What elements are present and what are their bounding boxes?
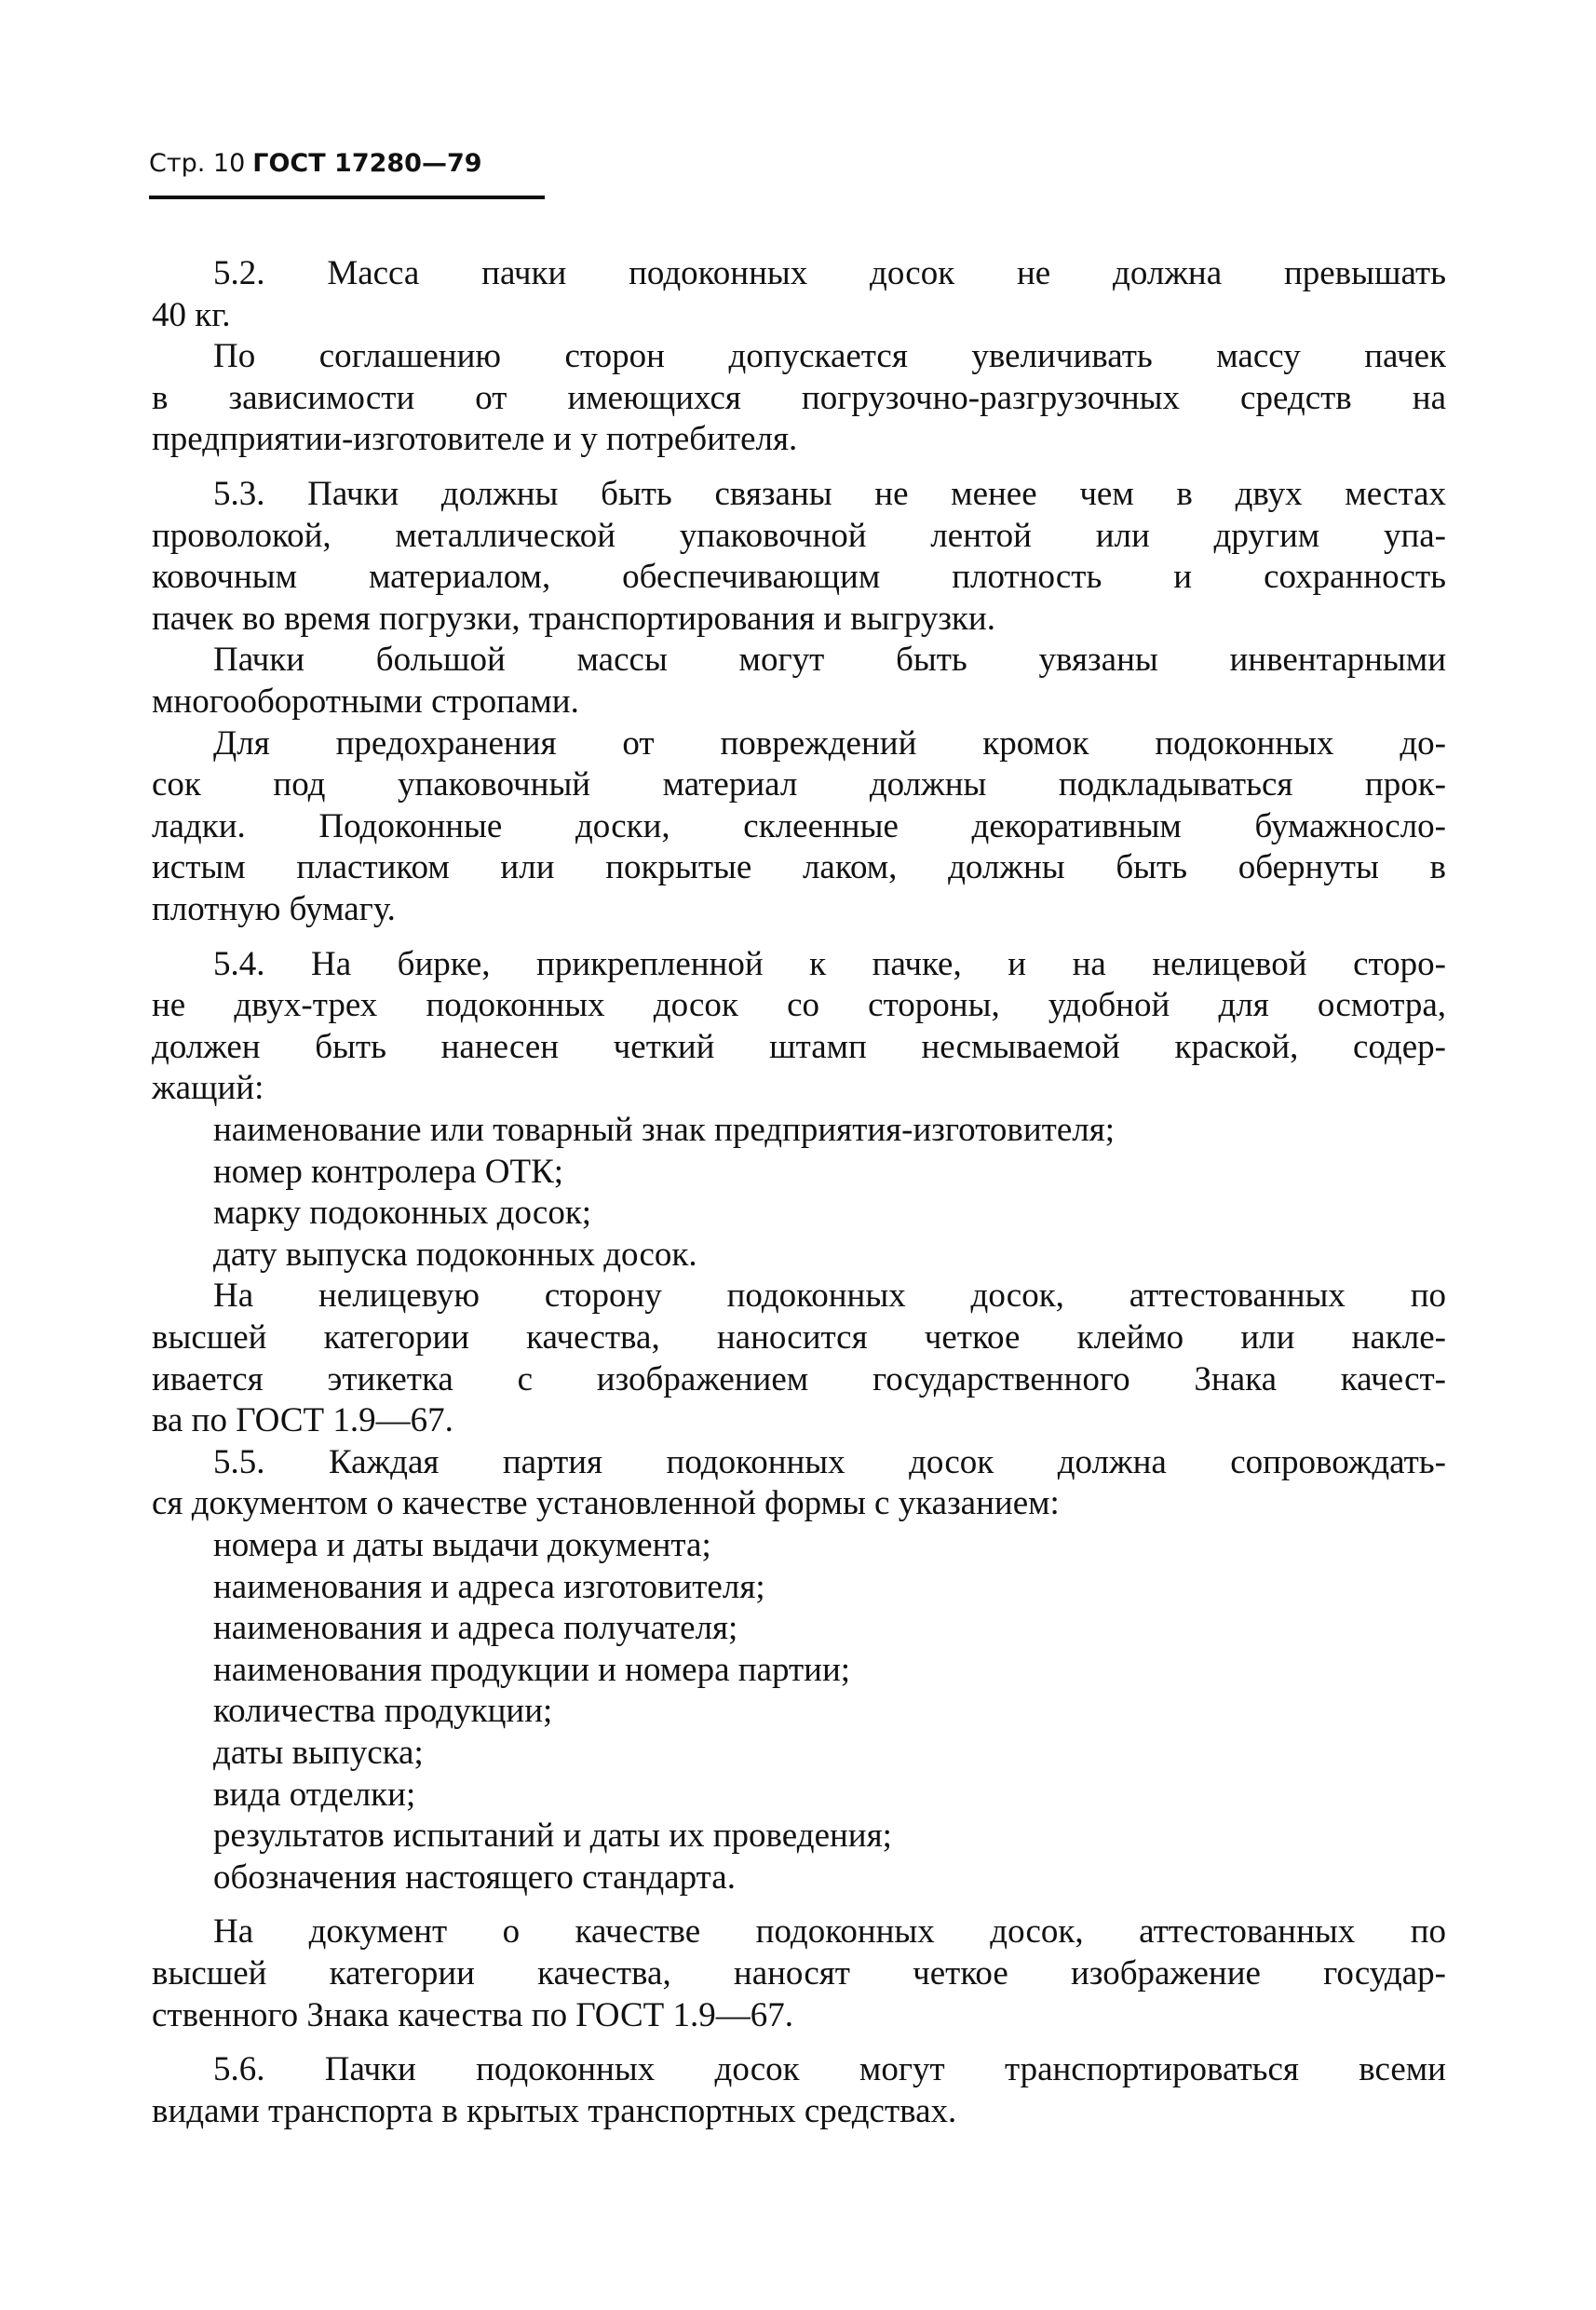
text-line: предприятии-изготовителе и у потребителя. xyxy=(152,420,798,458)
list-item: обозначения настоящего стандарта. xyxy=(213,1858,736,1897)
text-line: ся документом о качестве установленной формы с указанием: xyxy=(152,1484,1060,1522)
header-rule xyxy=(149,196,545,199)
standard-designation: ГОСТ 17280—79 xyxy=(252,149,482,178)
text-line: ственного Знака качества по ГОСТ 1.9—67. xyxy=(152,1996,793,2034)
list-item: номера и даты выдачи документа; xyxy=(213,1526,711,1564)
text-line: На документ о качестве подоконных досок, аттестованных по xyxy=(213,1912,1446,1951)
text-line: 5.4. На бирке, прикрепленной к пачке, и на нелицевой сторо- xyxy=(213,945,1446,983)
text-line: истым пластиком или покрытые лаком, должны быть обернуты в xyxy=(152,848,1446,886)
text-line: Для предохранения от повреждений кромок подоконных до- xyxy=(213,724,1446,763)
text-line: По соглашению сторон допускается увеличивать массу пачек xyxy=(213,337,1446,375)
text-line: сок под упаковочный материал должны подкладываться прок- xyxy=(152,765,1446,804)
text-line: ва по ГОСТ 1.9—67. xyxy=(152,1401,453,1439)
text-line: 5.5. Каждая партия подоконных досок должна сопровождать- xyxy=(213,1443,1446,1481)
text-line: не двух-трех подоконных досок со стороны, удобной для осмотра, xyxy=(152,986,1446,1024)
text-line: 5.6. Пачки подоконных досок могут транспортироваться всеми xyxy=(213,2050,1446,2088)
text-line: плотную бумагу. xyxy=(152,890,396,928)
list-item: даты выпуска; xyxy=(213,1734,424,1772)
text-line: должен быть нанесен четкий штамп несмываемой краской, содер- xyxy=(152,1028,1446,1066)
text-line: ивается этикетка с изображением государственного Знака качест- xyxy=(152,1360,1446,1398)
list-item: наименования продукции и номера партии; xyxy=(213,1651,851,1689)
text-line: видами транспорта в крытых транспортных средствах. xyxy=(152,2092,957,2130)
list-item: количества продукции; xyxy=(213,1692,553,1730)
text-line: проволокой, металлической упаковочной лентой или другим упа- xyxy=(152,517,1446,555)
text-line: в зависимости от имеющихся погрузочно-разгрузочных средств на xyxy=(152,379,1446,417)
page-number: Стр. 10 xyxy=(149,149,246,178)
text-line: 5.3. Пачки должны быть связаны не менее чем в двух местах xyxy=(213,475,1446,513)
list-item: наименование или товарный знак предприятия-изготовителя; xyxy=(213,1111,1115,1149)
text-line: пачек во время погрузки, транспортирования и выгрузки. xyxy=(152,600,995,638)
list-item: наименования и адреса изготовителя; xyxy=(213,1568,765,1606)
list-item: номер контролера ОТК; xyxy=(213,1153,564,1191)
list-item: наименования и адреса получателя; xyxy=(213,1609,738,1647)
text-line: Пачки большой массы могут быть увязаны инвентарными xyxy=(213,641,1446,679)
list-item: дату выпуска подоконных досок. xyxy=(213,1236,697,1274)
text-line: многооборотными стропами. xyxy=(152,682,579,721)
text-line: высшей категории качества, наносится четкое клеймо или накле- xyxy=(152,1318,1446,1357)
text-line: 40 кг. xyxy=(152,296,231,334)
text-line: На нелицевую сторону подоконных досок, аттестованных по xyxy=(213,1277,1446,1315)
text-line: ковочным материалом, обеспечивающим плотность и сохранность xyxy=(152,558,1446,596)
text-line: высшей категории качества, наносят четкое изображение государ- xyxy=(152,1954,1446,1993)
list-item: результатов испытаний и даты их проведения; xyxy=(213,1817,892,1855)
list-item: марку подоконных досок; xyxy=(213,1194,592,1232)
page-header xyxy=(149,149,482,178)
list-item: вида отделки; xyxy=(213,1776,416,1814)
text-line: ладки. Подоконные доски, склеенные декоративным бумажносло- xyxy=(152,807,1446,845)
text-line: жащий: xyxy=(152,1069,264,1107)
text-line: 5.2. Масса пачки подоконных досок не должна превышать xyxy=(213,254,1446,292)
